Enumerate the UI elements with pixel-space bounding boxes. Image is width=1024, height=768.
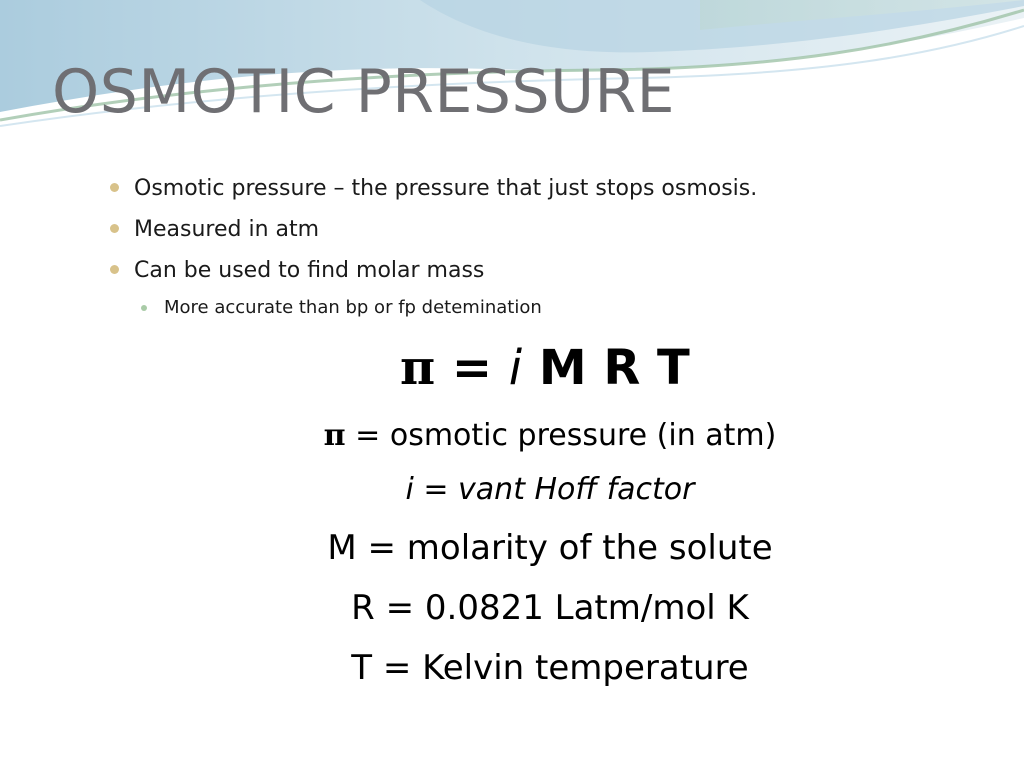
bullet-item	[108, 209, 988, 250]
definition-m: M = molarity of the solute	[327, 528, 773, 568]
bullet-list	[108, 168, 988, 325]
sub-bullet-item	[108, 291, 988, 325]
definition-r: R = 0.0821 Latm/mol K	[351, 588, 749, 628]
bullet-item	[108, 250, 988, 291]
formula-pi-symbol: π	[400, 340, 436, 396]
definition-i: i = vant Hoff factor	[405, 472, 695, 507]
bullet-item	[108, 168, 988, 209]
definition-pi	[300, 410, 800, 462]
formula-mrt: M R T	[538, 340, 690, 396]
formula-vant-hoff-variable: i	[508, 340, 523, 396]
osmotic-pressure-formula	[400, 340, 690, 396]
sub-bullet-dot-icon	[141, 305, 147, 311]
bullet-text: Osmotic pressure – the pressure that just stops osmosis.	[134, 176, 758, 201]
variable-definitions	[300, 410, 800, 698]
bullet-dot-icon	[110, 224, 119, 233]
definition-t: T = Kelvin temperature	[351, 648, 749, 688]
bullet-text: Can be used to find molar mass	[134, 258, 485, 283]
sub-bullet-text: More accurate than bp or fp detemination	[164, 297, 542, 318]
bullet-text: Measured in atm	[134, 217, 320, 242]
definition-pi-text: = osmotic pressure (in atm)	[355, 418, 777, 453]
bullet-dot-icon	[110, 183, 119, 192]
formula-equals: =	[451, 340, 493, 396]
bullet-dot-icon	[110, 265, 119, 274]
definition-pi-symbol: π	[323, 418, 346, 453]
slide-title: OSMOTIC PRESSURE	[52, 57, 676, 127]
